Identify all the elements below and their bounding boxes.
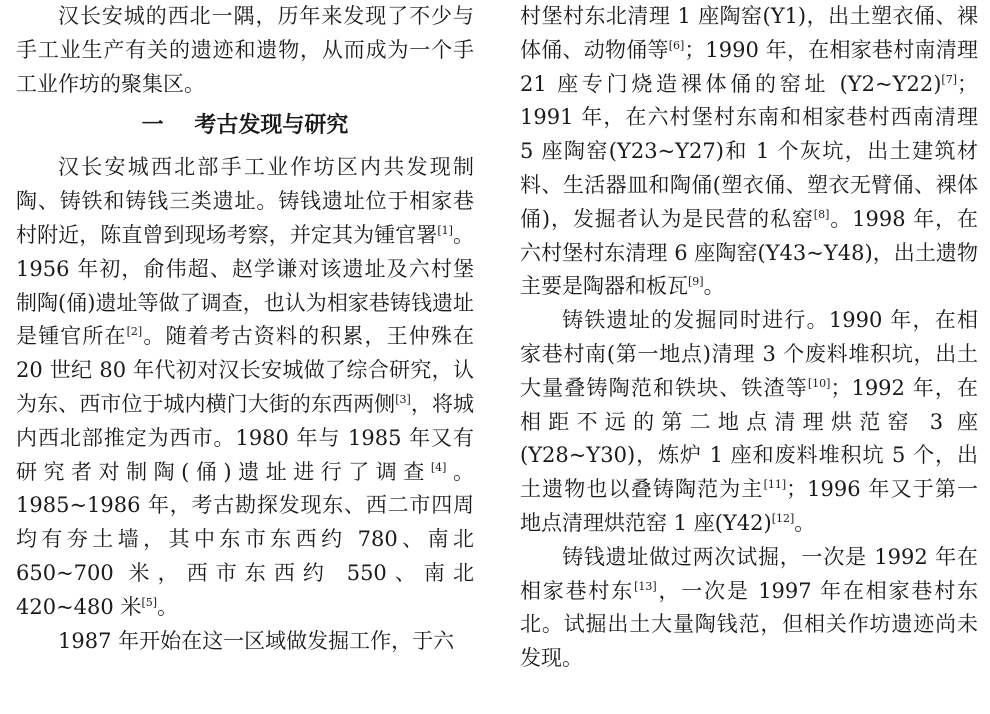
- citation-ref: [10]: [807, 376, 831, 390]
- text-run: ，将城内西北部推定为西市。1980 年与 1985 年又有研究者对制陶(俑)遗址进行了调查: [16, 391, 475, 484]
- text-run: ；1990 年，在相家巷村南清理 21 座专门烧造裸体俑的窑址 (Y2~Y22): [520, 37, 978, 96]
- left-column: [16, 0, 474, 658]
- coin-casting-paragraph: [520, 541, 978, 676]
- citation-ref: [5]: [141, 595, 158, 609]
- text-run: 。: [703, 274, 725, 299]
- excavation-start-paragraph: 1987 年开始在这一区域做发掘工作，于六: [58, 628, 455, 653]
- citation-ref: [1]: [437, 223, 453, 237]
- text-run: ；1991 年，在六村堡村东南和相家巷村西南清理 5 座陶窑(Y23~Y27)和 1 个灰坑，出土建筑材料、生活器皿和陶俑(塑衣俑、塑衣无臂俑、裸体俑)，发掘者认为是民营的私窑: [520, 71, 978, 231]
- text-run: 村堡村东北清理 1 座陶窑(Y1)，出土塑衣俑、裸体俑、动物俑等: [520, 4, 978, 62]
- citation-ref: [3]: [395, 392, 411, 406]
- section-number: 一: [141, 113, 164, 139]
- section-heading: [16, 101, 474, 151]
- text-run: ；1992 年，在相距不远的第二地点清理烘范窑 3 座 (Y28~Y30)，炼炉 1 座和废料堆积坑 5 个，出土遗物也以叠铸陶范为主: [520, 375, 978, 502]
- iron-casting-paragraph: [520, 304, 978, 541]
- citation-ref: [2]: [126, 325, 143, 339]
- text-run: 铸铁遗址的发掘同时进行。1990 年，在相家巷村南(第一地点)清理 3 个废料堆积坑，出土大量叠铸陶范和铁块、铁渣等: [520, 308, 978, 400]
- citation-ref: [12]: [771, 511, 795, 525]
- text-run: 铸钱遗址做过两次试掘，一次是 1992 年在相家巷村东: [520, 544, 978, 603]
- right-column: [520, 0, 978, 676]
- citation-ref: [9]: [688, 275, 704, 289]
- text-run: 。随着考古资料的积累，王仲殊在 20 世纪 80 年代初对汉长安城做了综合研究，认为东、西市位于城内横门大街的东西两侧: [16, 324, 475, 416]
- research-history-paragraph: [16, 151, 474, 624]
- text-run: ；1996 年又于第一地点清理烘范窑 1 座(Y42): [520, 477, 979, 535]
- citation-ref: [6]: [668, 38, 685, 52]
- citation-ref: [13]: [634, 579, 657, 593]
- citation-ref: [7]: [941, 72, 957, 86]
- text-run: ，一次是 1997 年在相家巷村东北。试掘出土大量陶钱范，但相关作坊遗迹尚未发现。: [520, 578, 979, 671]
- citation-ref: [8]: [813, 207, 830, 221]
- text-run: 。: [157, 594, 179, 619]
- text-run: 汉长安城西北部手工业作坊区内共发现制陶、铸铁和铸钱三类遗址。铸钱遗址位于相家巷村附近，陈直曾到现场考察，并定其为锺官署: [16, 155, 474, 247]
- citation-ref: [11]: [763, 478, 787, 492]
- text-run: 。: [794, 510, 816, 535]
- intro-paragraph: 汉长安城的西北一隅，历年来发现了不少与手工业生产有关的遗迹和遗物，从而成为一个手工业作坊的聚集区。: [16, 4, 474, 96]
- section-title: 考古发现与研究: [194, 113, 349, 139]
- pottery-kiln-paragraph: [520, 0, 978, 304]
- text-run: 。1956 年初，俞伟超、赵学谦对该遗址及六村堡制陶(俑)遗址等做了调查，也认为相家巷铸钱遗址是锺官所在: [16, 222, 475, 349]
- citation-ref: [4]: [430, 460, 447, 474]
- text-run: 。1985~1986 年，考古勘探发现东、西二市四周均有夯土墙，其中东市东西约 780、南北 650~700 米，西市东西约 550、南北 420~480 米: [16, 459, 474, 619]
- text-run: 。1998 年，在六村堡村东清理 6 座陶窑(Y43~Y48)，出土遗物主要是陶器和板瓦: [520, 206, 978, 299]
